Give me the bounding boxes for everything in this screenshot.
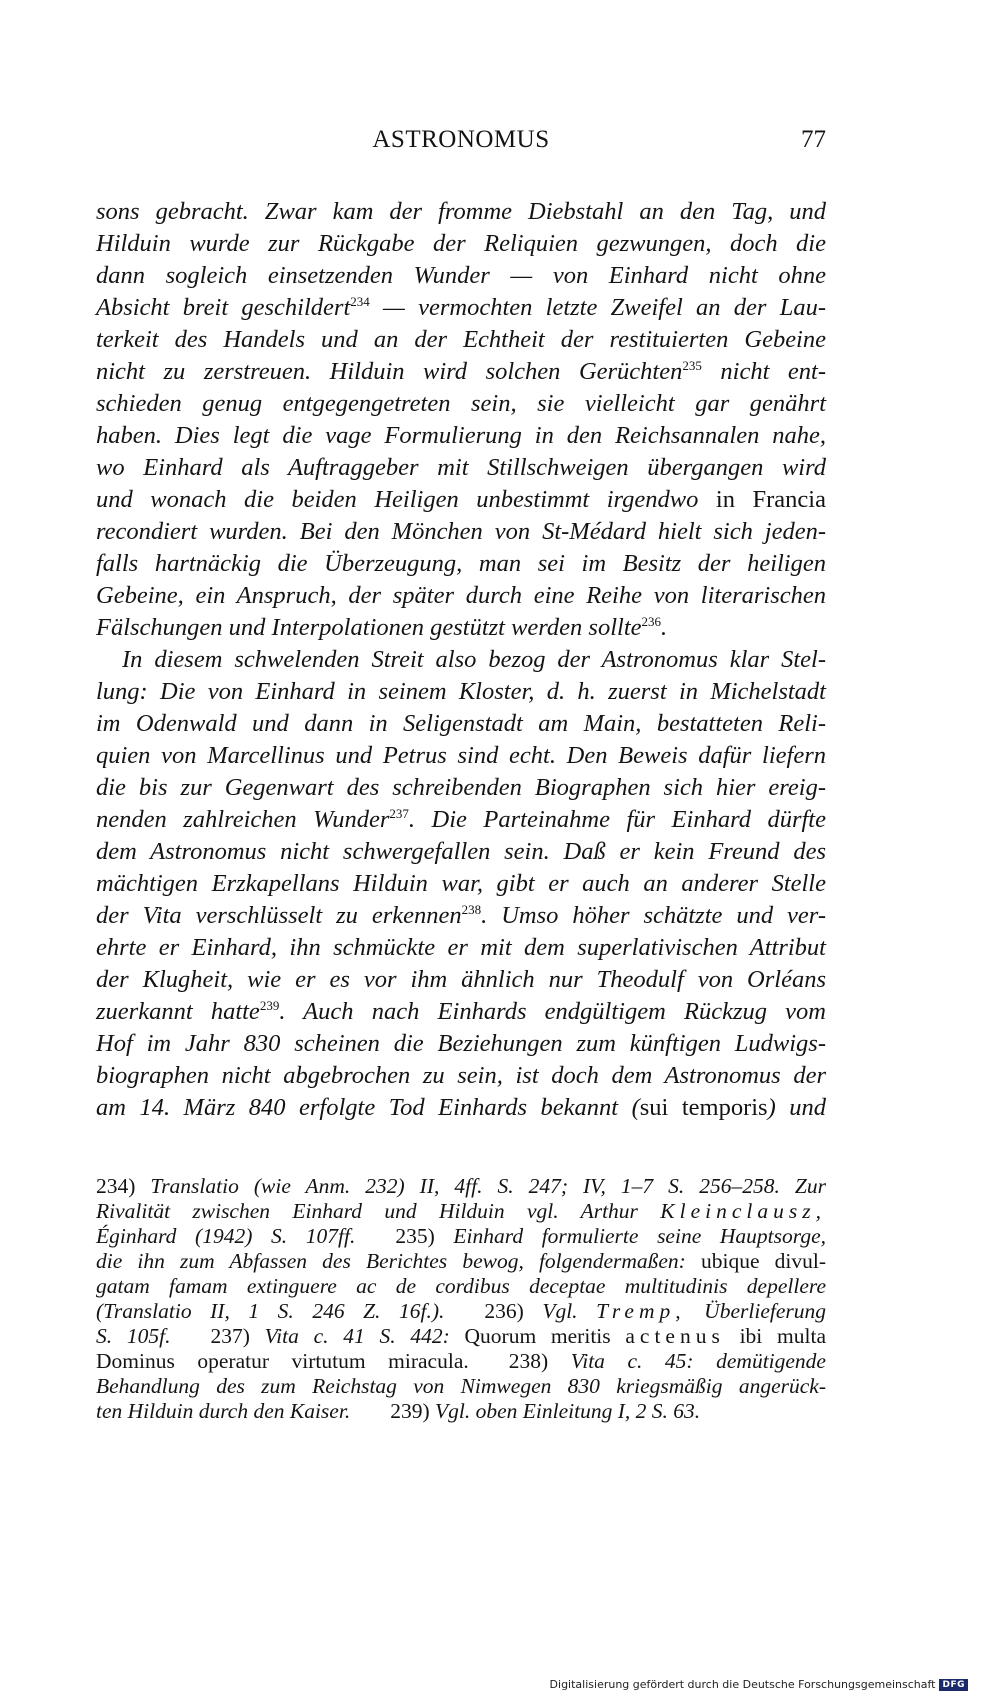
running-title: ASTRONOMUS — [372, 126, 550, 153]
text-line: zuerkannt hatte$^{239}$. Auch nach Einhards endgültigem Rückzug vom — [96, 998, 826, 1025]
text-line: der Klugheit, wie er es vor ihm ähnlich nur Theodulf von Orléans — [96, 966, 826, 993]
text-line: Fälschungen und Interpolationen gestützt werden sollte$^{236}$. — [96, 614, 668, 641]
footnote-line: ten Hilduin durch den Kaiser. 239) Vgl. oben Einleitung I, 2 S. 63. — [96, 1399, 701, 1423]
text-line: am 14. März 840 erfolgte Tod Einhards bekannt (sui temporis) und — [96, 1094, 826, 1121]
footnote-line: (Translatio II, 1 S. 246 Z. 16f.). 236) Vgl. Tremp, Überlieferung — [96, 1299, 826, 1323]
text-line: im Odenwald und dann in Seligenstadt am Main, bestatteten Reli- — [96, 710, 826, 737]
text-line: sons gebracht. Zwar kam der fromme Diebstahl an den Tag, und — [96, 198, 826, 225]
text-line: terkeit des Handels und an der Echtheit der restituierten Gebeine — [96, 326, 826, 353]
text-line: ehrte er Einhard, ihn schmückte er mit dem superlativischen Attribut — [96, 934, 826, 961]
footnotes — [96, 1174, 826, 1424]
text-line: Absicht breit geschildert$^{234}$ — vermochten letzte Zweifel an der Lau- — [96, 294, 826, 321]
text-line: nicht zu zerstreuen. Hilduin wird solchen Gerüchten$^{235}$ nicht ent- — [96, 358, 826, 385]
text-line: quien von Marcellinus und Petrus sind echt. Den Beweis dafür liefern — [96, 742, 826, 769]
footnote-ref: 237 — [389, 806, 409, 821]
text-line: lung: Die von Einhard in seinem Kloster, d. h. zuerst in Michelstadt — [96, 678, 826, 705]
footnote-line: S. 105f. 237) Vita c. 41 S. 442: Quorum meritis actenus ibi multa — [96, 1324, 826, 1348]
text-line: die bis zur Gegenwart des schreibenden Biographen sich hier ereig- — [96, 774, 826, 801]
text-line: mächtigen Erzkapellans Hilduin war, gibt er auch an anderer Stelle — [96, 870, 826, 897]
text-line: schieden genug entgegengetreten sein, sie vielleicht gar genährt — [96, 390, 826, 417]
text-line: falls hartnäckig die Überzeugung, man sei im Besitz der heiligen — [96, 550, 826, 577]
running-header — [96, 126, 826, 166]
main-text — [96, 196, 826, 1124]
footnote-ref: 239 — [259, 998, 280, 1013]
text-line: dann sogleich einsetzenden Wunder — von Einhard nicht ohne — [96, 262, 826, 289]
footnote-ref: 238 — [461, 902, 482, 917]
footnote-line: Éginhard (1942) S. 107ff. 235) Einhard formulierte seine Hauptsorge, — [96, 1224, 826, 1248]
text-line: und wonach die beiden Heiligen unbestimmt irgendwo in Francia — [96, 486, 826, 513]
footnote-ref: 236 — [641, 614, 662, 629]
text-line: Hilduin wurde zur Rückgabe der Reliquien gezwungen, doch die — [96, 230, 826, 257]
footnote-line: Behandlung des zum Reichstag von Nimwegen 830 kriegsmäßig angerück- — [96, 1374, 826, 1398]
text-line: haben. Dies legt die vage Formulierung in den Reichsannalen nahe, — [96, 422, 826, 449]
text-line: recondiert wurden. Bei den Mönchen von St-Médard hielt sich jeden- — [96, 518, 826, 545]
dfg-logo: DFG — [939, 1679, 968, 1691]
footnote-ref: 235 — [682, 358, 702, 373]
text-line: Hof im Jahr 830 scheinen die Beziehungen zum künftigen Ludwigs- — [96, 1030, 826, 1057]
text-line: Gebeine, ein Anspruch, der später durch eine Reihe von literarischen — [96, 582, 826, 609]
text-line: dem Astronomus nicht schwergefallen sein. Daß er kein Freund des — [96, 838, 826, 865]
digitization-credit — [550, 1678, 968, 1691]
footnote-line: Rivalität zwischen Einhard und Hilduin vgl. Arthur Kleinclausz, — [96, 1199, 826, 1223]
text-line: wo Einhard als Auftraggeber mit Stillschweigen übergangen wird — [96, 454, 826, 481]
page-number: 77 — [801, 126, 826, 153]
footnote-line: Dominus operatur virtutum miracula. 238) Vita c. 45: demütigende — [96, 1349, 826, 1373]
text-line: In diesem schwelenden Streit also bezog der Astronomus klar Stel- — [122, 646, 826, 673]
footnote-line: die ihn zum Abfassen des Berichtes bewog, folgendermaßen: ubique divul- — [96, 1249, 826, 1273]
text-line: der Vita verschlüsselt zu erkennen$^{238}$. Umso höher schätzte und ver- — [96, 902, 826, 929]
footnote-line: 234) Translatio (wie Anm. 232) II, 4ff. S. 247; IV, 1–7 S. 256–258. Zur — [96, 1174, 826, 1198]
credit-text: Digitalisierung gefördert durch die Deutsche Forschungsgemeinschaft — [549, 1678, 936, 1691]
footnote-line: gatam famam extinguere ac de cordibus deceptae multitudinis depellere — [96, 1274, 826, 1298]
footnote-ref: 234 — [350, 294, 370, 309]
text-line: nenden zahlreichen Wunder$^{237}$. Die Parteinahme für Einhard dürfte — [96, 806, 826, 833]
text-line: biographen nicht abgebrochen zu sein, ist doch dem Astronomus der — [96, 1062, 826, 1089]
